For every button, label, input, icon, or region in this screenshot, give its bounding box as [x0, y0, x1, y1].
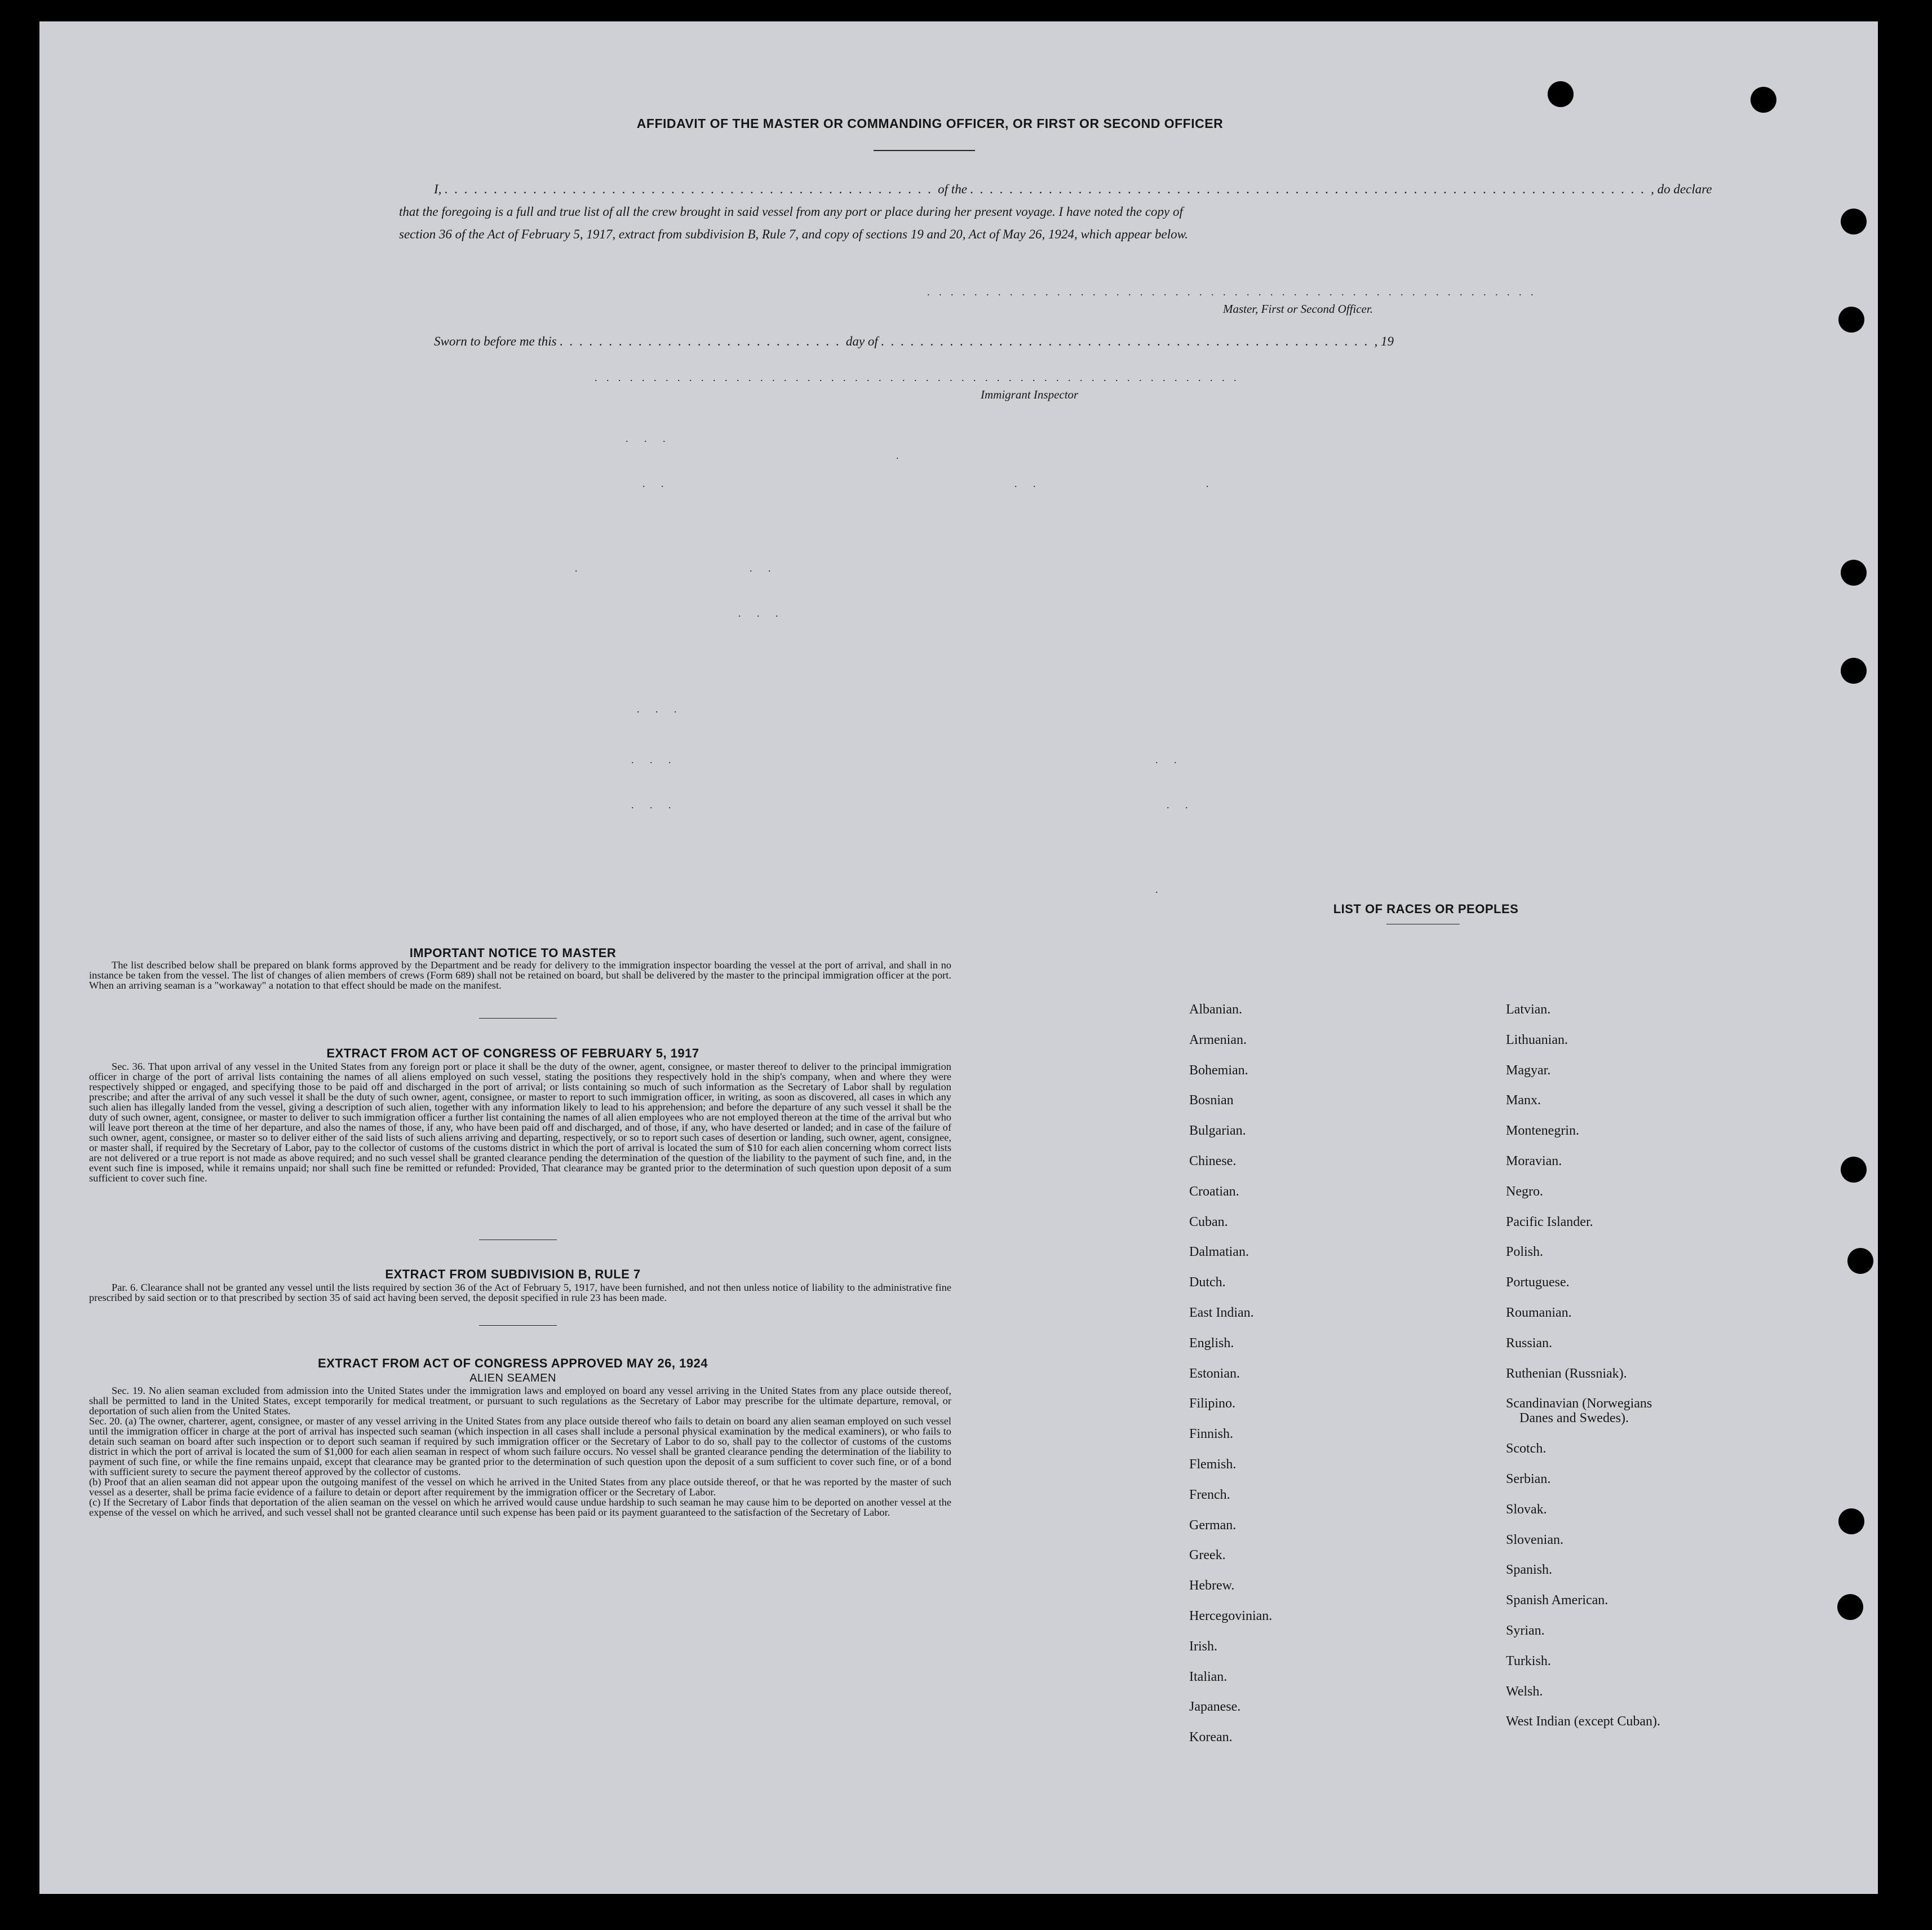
race-entry: Welsh.: [1506, 1684, 1543, 1699]
faint-dots: . .: [1167, 799, 1195, 811]
punch-hole: [1837, 1594, 1863, 1620]
race-entry: Montenegrin.: [1506, 1123, 1579, 1139]
notice-title: IMPORTANT NOTICE TO MASTER: [409, 946, 617, 960]
race-entry: Italian.: [1189, 1669, 1228, 1684]
race-entry: Polish.: [1506, 1245, 1544, 1260]
affidavit-line-3: section 36 of the Act of February 5, 1917, extract from subdivision B, Rule 7, and copy of sections 19 and 20, Act of May 26, 1924, which appear below.: [399, 227, 1189, 241]
rule7-title: EXTRACT FROM SUBDIVISION B, RULE 7: [385, 1267, 641, 1281]
race-entry: Dutch.: [1189, 1275, 1226, 1290]
race-entry: Pacific Islander.: [1506, 1214, 1593, 1229]
race-entry: Finnish.: [1189, 1427, 1234, 1442]
sworn-label: Sworn to before me this: [434, 334, 557, 348]
race-entry: Manx.: [1506, 1093, 1541, 1108]
race-entry: Moravian.: [1506, 1154, 1562, 1168]
sworn-month-blank: . . . . . . . . . . . . . . . . . . . . . . . . . . . . . . . . . . . . . . . . . . . . . . . . . .: [881, 334, 1375, 348]
race-entry: Latvian.: [1506, 1002, 1551, 1017]
section-rule: [479, 1018, 557, 1019]
master-signature-label: Master, First or Second Officer.: [1223, 302, 1373, 316]
punch-hole: [1847, 1248, 1873, 1274]
faint-dots: .: [1155, 884, 1165, 895]
race-entry: Ruthenian (Russniak).: [1506, 1366, 1627, 1381]
faint-dots: . . .: [631, 754, 678, 765]
race-entry: Roumanian.: [1506, 1305, 1572, 1320]
race-entry: Bohemian.: [1189, 1063, 1248, 1078]
inspector-label: Immigrant Inspector: [981, 388, 1079, 401]
affidavit-i: I,: [434, 182, 442, 196]
race-entry: Cuban.: [1189, 1214, 1228, 1229]
document-page: [39, 21, 1878, 1894]
race-entry: Chinese.: [1189, 1154, 1237, 1168]
punch-hole: [1841, 560, 1867, 586]
punch-hole: [1841, 658, 1867, 684]
race-entry: Greek.: [1189, 1548, 1226, 1563]
day-of-label: day of: [845, 334, 878, 348]
punch-hole: [1548, 81, 1574, 107]
affidavit-line-1: [434, 182, 1712, 197]
year-label: , 19: [1374, 334, 1394, 348]
race-entry: English.: [1189, 1335, 1234, 1351]
race-entry: Scotch.: [1506, 1441, 1547, 1457]
extract-1924-subtitle: ALIEN SEAMEN: [469, 1372, 556, 1384]
rule7-text: Par. 6. Clearance shall not be granted any vessel until the lists required by section 36 of the Act of February 5, 1917, have been furnished, and not then unless notice of liability to the administrative fine prescribed by said section or to that prescribed by section 35 of said act having been served, the deposit specified in rule 23 has been made.: [89, 1282, 951, 1303]
faint-dots: . .: [642, 478, 671, 489]
inspector-signature-line: . . . . . . . . . . . . . . . . . . . . . . . . . . . . . . . . . . . . . . . . . . . . . . . . . . . . . . .: [595, 372, 1240, 383]
do-declare-label: , do declare: [1651, 182, 1712, 196]
race-entry: Albanian.: [1189, 1002, 1242, 1017]
sworn-line: [434, 334, 1394, 349]
race-entry: West Indian (except Cuban).: [1506, 1714, 1660, 1729]
punch-hole: [1838, 1508, 1864, 1534]
faint-dots: .: [1206, 478, 1216, 489]
race-entry: Irish.: [1189, 1639, 1217, 1654]
race-entry: Scandinavian (Norwegians Danes and Swedes).: [1506, 1396, 1652, 1426]
faint-dots: . .: [1155, 754, 1184, 765]
race-entry: French.: [1189, 1487, 1230, 1502]
title-rule: [874, 150, 975, 151]
punch-hole: [1841, 1157, 1867, 1183]
race-entry: Hebrew.: [1189, 1578, 1235, 1593]
race-entry: Croatian.: [1189, 1184, 1239, 1199]
faint-dots: . .: [1014, 478, 1043, 489]
race-entry: Portuguese.: [1506, 1275, 1570, 1290]
punch-hole: [1838, 307, 1864, 333]
race-entry: Slovak.: [1506, 1502, 1547, 1517]
races-title: LIST OF RACES OR PEOPLES: [1333, 902, 1519, 916]
name-blank: . . . . . . . . . . . . . . . . . . . . . . . . . . . . . . . . . . . . . . . . . . . . . . . . . .: [445, 182, 938, 196]
extract-1924-text: Sec. 19. No alien seaman excluded from admission into the United States under the immigration laws and employed on board any vessel arriving in the United States from any place outside thereof, shall be permitted to land in the United States, except temporarily for medical treatment, or pursuant to such regulations as the Secretary of Labor may prescribe for the ultimate departure, removal, or deportation of such alien from the United States. Sec. 20. (a) The owner, charterer, agent, consignee, or master of any vessel arriving in the United States from any place outside thereof who fails to detain on board any alien seaman employed on such vessel until the immigration officer in charge at the port of arrival has inspected such seaman (which inspection in all cases shall include a personal physical examination by the medical examiners), or who fails to detain such seaman on board after such inspection or to deport such seaman if required by such immigration officer or the Secretary of Labor to do so, shall pay to the collector of customs of the customs district in which the port of arrival is located the sum of $1,000 for each alien seaman in respect of whom such failure occurs. No vessel shall be granted clearance pending the determination of the liability to payment of such fine, or while the fine remains unpaid, except that clearance may be granted prior to the determination of such question upon the deposit of a sum sufficient to cover such fine, or of a bond with sufficient surety to secure the payment thereof approved by the collector of customs. (b) Proof that an alien seaman did not appear upon the outgoing manifest of the vessel on which he arrived in the United States from any place outside thereof, or that he was reported by the master of such vessel as a deserter, shall be prima facie evidence of a failure to detain or deport after requirement by the immigration officer or the Secretary of Labor. (c) If the Secretary of Labor finds that deportation of the alien seaman on the vessel on which he arrived would cause undue hardship to such seaman he may cause him to be deported on another vessel at the expense of the vessel on which he arrived, and such vessel shall not be granted clearance until such expense has been paid or its payment guaranteed to the satisfaction of the Secretary of Labor.: [89, 1385, 951, 1518]
race-entry: Estonian.: [1189, 1366, 1240, 1381]
race-entry: Russian.: [1506, 1335, 1553, 1351]
faint-dots: . . .: [637, 703, 684, 715]
race-entry: Magyar.: [1506, 1063, 1551, 1078]
race-entry: Hercegovinian.: [1189, 1609, 1273, 1623]
race-entry: Bosnian: [1189, 1093, 1234, 1108]
punch-hole: [1751, 87, 1776, 113]
master-signature-line: . . . . . . . . . . . . . . . . . . . . . . . . . . . . . . . . . . . . . . . . . . . . . . . . . . . .: [927, 286, 1537, 298]
race-entry: Serbian.: [1506, 1472, 1551, 1486]
race-entry: Spanish American.: [1506, 1593, 1608, 1608]
race-entry: Bulgarian.: [1189, 1123, 1246, 1139]
race-entry: Syrian.: [1506, 1623, 1545, 1638]
race-entry: Korean.: [1189, 1730, 1233, 1745]
race-entry: Filipino.: [1189, 1396, 1236, 1411]
faint-dots: . . .: [626, 433, 672, 444]
extract-1917-text: Sec. 36. That upon arrival of any vessel in the United States from any foreign port or place it shall be the duty of the owner, agent, consignee, or master thereof to deliver to the principal immigration officer in charge of the port of arrival lists containing the names of all aliens employed on such vessel, stating the positions they respectively hold in the ship's company, when and where they were respectively shipped or engaged, and specifying those to be paid off and discharged in the port of arrival; or lists containing so much of such information as the Secretary of Labor shall by regulation prescribe; and after the arrival of any such vessel it shall be the duty of such owner, agent, consignee, or master to report to such immigration officer, in writing, as soon as discovered, all cases in which any such alien has illegally landed from the vessel, giving a description of such alien, together with any information likely to lead to his apprehension; and before the departure of any such vessel it shall be the duty of such owner, agent, consignee, or master to deliver to such immigration officer a further list containing the names of all alien employees who are not employed thereon at the time of the arrival but who will leave port thereon at the time of her departure, and also the names of those, if any, who have been paid off and discharged, and of those, if any, who have deserted or landed; and in case of the failure of such owner, agent, consignee, or master so to deliver either of the said lists of such aliens arriving and departing, respectively, or so to report such cases of desertion or landing, such owner, agent, consignee, or master shall, if required by the Secretary of Labor, pay to the collector of customs of the customs district in which the port of arrival is located the sum of $10 for each alien concerning whom correct lists are not delivered or a true report is not made as above required; and no such vessel shall be granted clearance pending the determination of the question of the liability to the payment of such fine, and, in the event such fine is imposed, while it remains unpaid; nor shall such fine be remitted or refunded: Provided, That clearance may be granted prior to the determination of such question upon deposit of a sum sufficient to cover such fine.: [89, 1061, 951, 1184]
race-entry: Negro.: [1506, 1184, 1543, 1199]
race-entry: East Indian.: [1189, 1305, 1254, 1320]
race-entry: Japanese.: [1189, 1699, 1241, 1715]
extract-1917-title: EXTRACT FROM ACT OF CONGRESS OF FEBRUARY 5, 1917: [326, 1046, 699, 1060]
section-rule: [479, 1325, 557, 1326]
race-entry: Armenian.: [1189, 1032, 1247, 1047]
race-entry: Flemish.: [1189, 1457, 1237, 1472]
sworn-day-blank: . . . . . . . . . . . . . . . . . . . . . . . . . . . . .: [560, 334, 846, 348]
affidavit-title: AFFIDAVIT OF THE MASTER OR COMMANDING OFFICER, OR FIRST OR SECOND OFFICER: [636, 116, 1224, 131]
race-entry: Lithuanian.: [1506, 1032, 1568, 1047]
faint-dots: . . .: [631, 799, 678, 811]
faint-dots: .: [575, 563, 584, 574]
race-entry: Slovenian.: [1506, 1532, 1563, 1547]
of-the-label: of the: [938, 182, 967, 196]
race-entry: Dalmatian.: [1189, 1245, 1249, 1260]
race-entry: Turkish.: [1506, 1653, 1551, 1668]
vessel-blank: . . . . . . . . . . . . . . . . . . . . . . . . . . . . . . . . . . . . . . . . . . . . . . . . . . . . . . . . . . . . . . . . . . . . .: [970, 182, 1651, 196]
notice-text: The list described below shall be prepared on blank forms approved by the Department and be ready for delivery to the immigration inspector boarding the vessel at the port of arrival, and shall in no instance be taken from the vessel. The list of changes of alien members of crews (Form 689) shall not be retained on board, but shall be delivered by the master to the principal immigration officer at the port. When an arriving seaman is a "workaway" a notation to that effect should be made on the manifest.: [89, 959, 951, 991]
race-entry: Spanish.: [1506, 1562, 1553, 1578]
affidavit-line-2: that the foregoing is a full and true list of all the crew brought in said vessel from any port or place during her present voyage. I have noted the copy of: [399, 205, 1183, 219]
faint-dots: .: [896, 450, 906, 461]
race-entry: German.: [1189, 1517, 1237, 1533]
faint-dots: . .: [750, 563, 778, 574]
extract-1924-title: EXTRACT FROM ACT OF CONGRESS APPROVED MAY 26, 1924: [317, 1356, 708, 1370]
faint-dots: . . .: [738, 608, 785, 619]
punch-hole: [1841, 209, 1867, 234]
